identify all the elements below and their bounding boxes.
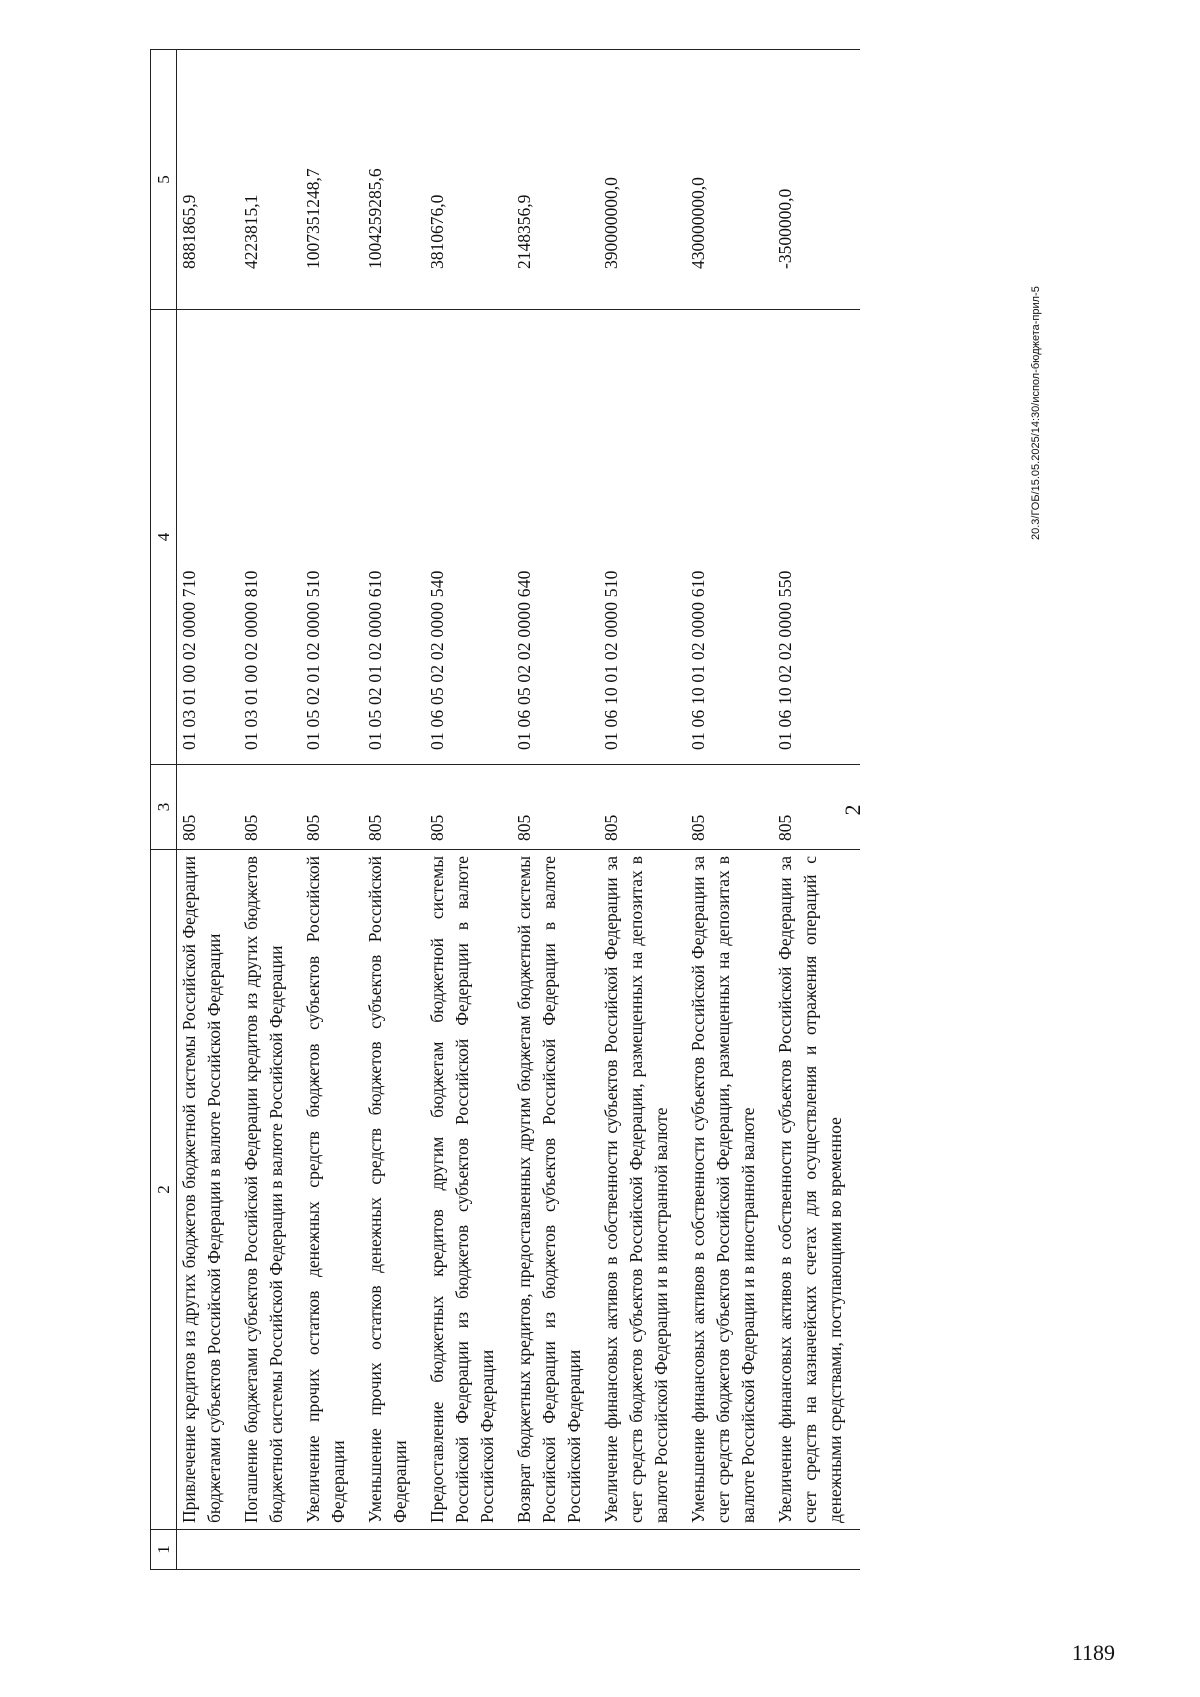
row-name-cell: Погашение бюджетами субъектов Российской Федерации кредитов из других бюджетов бюджетной системы Российской Федерации в валюте Российской Федерации: [239, 850, 301, 1530]
table-row: [425, 50, 512, 1570]
row-code-cell: 01 05 02 01 02 0000 610: [363, 310, 425, 765]
row-code-cell: 01 03 01 00 02 0000 710: [177, 310, 240, 765]
table-row: [363, 50, 425, 1570]
rotated-page: [150, 50, 1070, 1570]
row-code-cell: 01 03 01 00 02 0000 810: [239, 310, 301, 765]
row-admin-cell: 805: [301, 765, 363, 850]
row-amount-cell: 3810676,0: [425, 50, 512, 310]
table-row: [239, 50, 301, 1570]
row-amount-cell: 1004259285,6: [363, 50, 425, 310]
row-number-cell: [425, 1530, 512, 1570]
table-row: [512, 50, 599, 1570]
row-admin-cell: 805: [177, 765, 240, 850]
row-number-cell: [686, 1530, 773, 1570]
table-row: [686, 50, 773, 1570]
row-admin-cell: 805: [773, 765, 860, 850]
row-number-cell: [599, 1530, 686, 1570]
row-number-cell: [177, 1530, 240, 1570]
row-code-cell: 01 06 05 02 02 0000 640: [512, 310, 599, 765]
row-name-cell: Уменьшение финансовых активов в собственности субъектов Российской Федерации за счет средств бюджетов субъектов Российской Федерации, размещенных на депозитах в валюте Российской Федерации и в иностранной валюте: [686, 850, 773, 1530]
row-admin-cell: 805: [363, 765, 425, 850]
page-number: 1189: [1071, 1640, 1115, 1665]
row-amount-cell: 8881865,9: [177, 50, 240, 310]
column-header-3: 3: [151, 765, 177, 850]
row-code-cell: 01 06 10 01 02 0000 610: [686, 310, 773, 765]
header-row: [151, 50, 177, 1570]
column-header-5: 5: [151, 50, 177, 310]
table-row: [301, 50, 363, 1570]
row-admin-cell: 805: [239, 765, 301, 850]
table-row: [177, 50, 240, 1570]
column-header-2: 2: [151, 850, 177, 1530]
row-code-cell: 01 06 10 01 02 0000 510: [599, 310, 686, 765]
row-name-cell: Увеличение прочих остатков денежных средств бюджетов субъектов Российской Федерации: [301, 850, 363, 1530]
row-number-cell: [301, 1530, 363, 1570]
row-number-cell: [512, 1530, 599, 1570]
row-admin-cell: 805: [599, 765, 686, 850]
row-name-cell: Уменьшение прочих остатков денежных средств бюджетов субъектов Российской Федерации: [363, 850, 425, 1530]
row-code-cell: 01 06 05 02 02 0000 540: [425, 310, 512, 765]
footer-note: 20.3/ГОБ/15.05.2025/14:30/испол-бюджета-прил-5: [1030, 286, 1042, 540]
row-amount-cell: -3500000,0: [773, 50, 860, 310]
row-name-cell: Увеличение финансовых активов в собственности субъектов Российской Федерации за счет средств на казначейских счетах для осуществления и отражения операций с денежными средствами, поступающими во временное: [773, 850, 860, 1530]
row-amount-cell: 1007351248,7: [301, 50, 363, 310]
row-name-cell: Предоставление бюджетных кредитов другим бюджетам бюджетной системы Российской Федерации из бюджетов субъектов Российской Федерации в валюте Российской Федерации: [425, 850, 512, 1530]
sources-table: [150, 49, 860, 1570]
row-amount-cell: 430000000,0: [686, 50, 773, 310]
row-number-cell: [239, 1530, 301, 1570]
row-admin-cell: 805: [686, 765, 773, 850]
row-amount-cell: 390000000,0: [599, 50, 686, 310]
row-admin-cell: 805: [425, 765, 512, 850]
row-name-cell: Увеличение финансовых активов в собственности субъектов Российской Федерации за счет средств бюджетов субъектов Российской Федерации, размещенных на депозитах в валюте Российской Федерации и в иностранной валюте: [599, 850, 686, 1530]
column-header-4: 4: [151, 310, 177, 765]
table-row: [599, 50, 686, 1570]
row-admin-cell: 805: [512, 765, 599, 850]
row-amount-cell: 2148356,9: [512, 50, 599, 310]
row-name-cell: Привлечение кредитов из других бюджетов бюджетной системы Российской Федерации бюджетами субъектов Российской Федерации в валюте Российской Федерации: [177, 850, 240, 1530]
row-name-cell: Возврат бюджетных кредитов, предоставленных другим бюджетам бюджетной системы Российской Федерации из бюджетов субъектов Российской Федерации в валюте Российской Федерации: [512, 850, 599, 1530]
page-header-number: 2: [840, 804, 865, 816]
column-header-1: 1: [151, 1530, 177, 1570]
row-code-cell: 01 06 10 02 02 0000 550: [773, 310, 860, 765]
row-code-cell: 01 05 02 01 02 0000 510: [301, 310, 363, 765]
row-number-cell: [363, 1530, 425, 1570]
row-amount-cell: 4223815,1: [239, 50, 301, 310]
